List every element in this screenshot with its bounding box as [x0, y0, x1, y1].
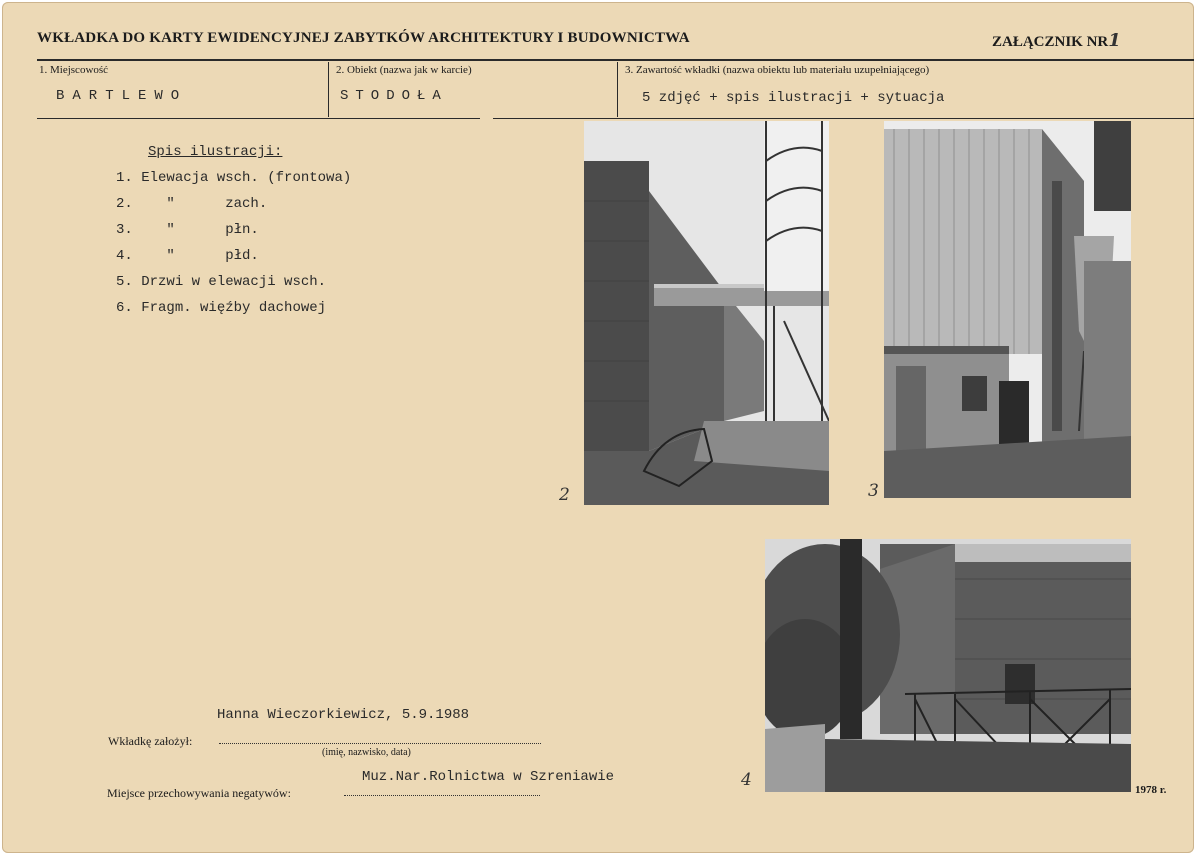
list-item-text: " zach.	[166, 196, 268, 212]
list-item-text: Drzwi w elewacji wsch.	[141, 274, 327, 290]
photo-4	[765, 539, 1131, 792]
photo-3-number: 3	[868, 481, 879, 501]
photo-4-number: 4	[741, 770, 752, 790]
negatives-label: Miejsce przechowywania negatywów:	[107, 786, 291, 800]
list-item-number: 4.	[116, 248, 133, 264]
list-item-text: Elewacja wsch. (frontowa)	[141, 170, 352, 186]
annex-label-text: ZAŁĄCZNIK NR	[992, 34, 1109, 50]
photo-3-image	[884, 121, 1131, 498]
list-item-text: " płn.	[166, 222, 259, 238]
negatives-dotted-line	[344, 795, 540, 796]
list-item-number: 5.	[116, 274, 133, 290]
photo-2-number: 2	[559, 485, 570, 505]
fields-rule-right	[493, 118, 1194, 119]
list-item-number: 2.	[116, 196, 133, 212]
field-divider-1	[328, 62, 329, 117]
list-item	[116, 300, 326, 316]
list-item-number: 1.	[116, 170, 133, 186]
list-item-text: Fragm. więźby dachowej	[141, 300, 327, 316]
list-item	[116, 196, 267, 212]
locality-label: 1. Miejscowość	[39, 64, 109, 76]
locality-value: BARTLEWO	[56, 88, 188, 104]
photo-2-image	[584, 121, 829, 505]
list-item	[116, 274, 326, 290]
author-hint: (imię, nazwisko, data)	[322, 747, 411, 758]
list-item-number: 3.	[116, 222, 133, 238]
contents-label: 3. Zawartość wkładki (nazwa obiektu lub materiału uzupełniającego)	[625, 64, 930, 76]
object-value: STODOŁA	[340, 88, 448, 104]
photo-4-image	[765, 539, 1131, 792]
negatives-value: Muz.Nar.Rolnictwa w Szreniawie	[362, 769, 615, 785]
list-item-text: " płd.	[166, 248, 259, 264]
record-card	[2, 2, 1194, 853]
annex-label	[992, 30, 1121, 51]
print-year: 1978 r.	[1135, 784, 1167, 796]
field-divider-2	[617, 62, 618, 117]
author-value: Hanna Wieczorkiewicz, 5.9.1988	[217, 707, 470, 723]
photo-3	[884, 121, 1131, 498]
header-rule	[37, 59, 1194, 61]
list-item	[116, 248, 259, 264]
photo-2	[584, 121, 829, 505]
annex-number: 1	[1108, 30, 1121, 51]
card-title: WKŁADKA DO KARTY EWIDENCYJNEJ ZABYTKÓW ARCHITEKTURY I BUDOWNICTWA	[37, 30, 690, 46]
list-item-number: 6.	[116, 300, 133, 316]
contents-value: 5 zdjęć + spis ilustracji + sytuacja	[642, 90, 945, 106]
illustrations-heading: Spis ilustracji:	[148, 144, 283, 160]
list-item	[116, 170, 351, 186]
author-label: Wkładkę założył:	[108, 734, 193, 748]
object-label: 2. Obiekt (nazwa jak w karcie)	[336, 64, 472, 76]
list-item	[116, 222, 259, 238]
fields-rule-left	[37, 118, 480, 119]
author-dotted-line	[219, 743, 541, 744]
